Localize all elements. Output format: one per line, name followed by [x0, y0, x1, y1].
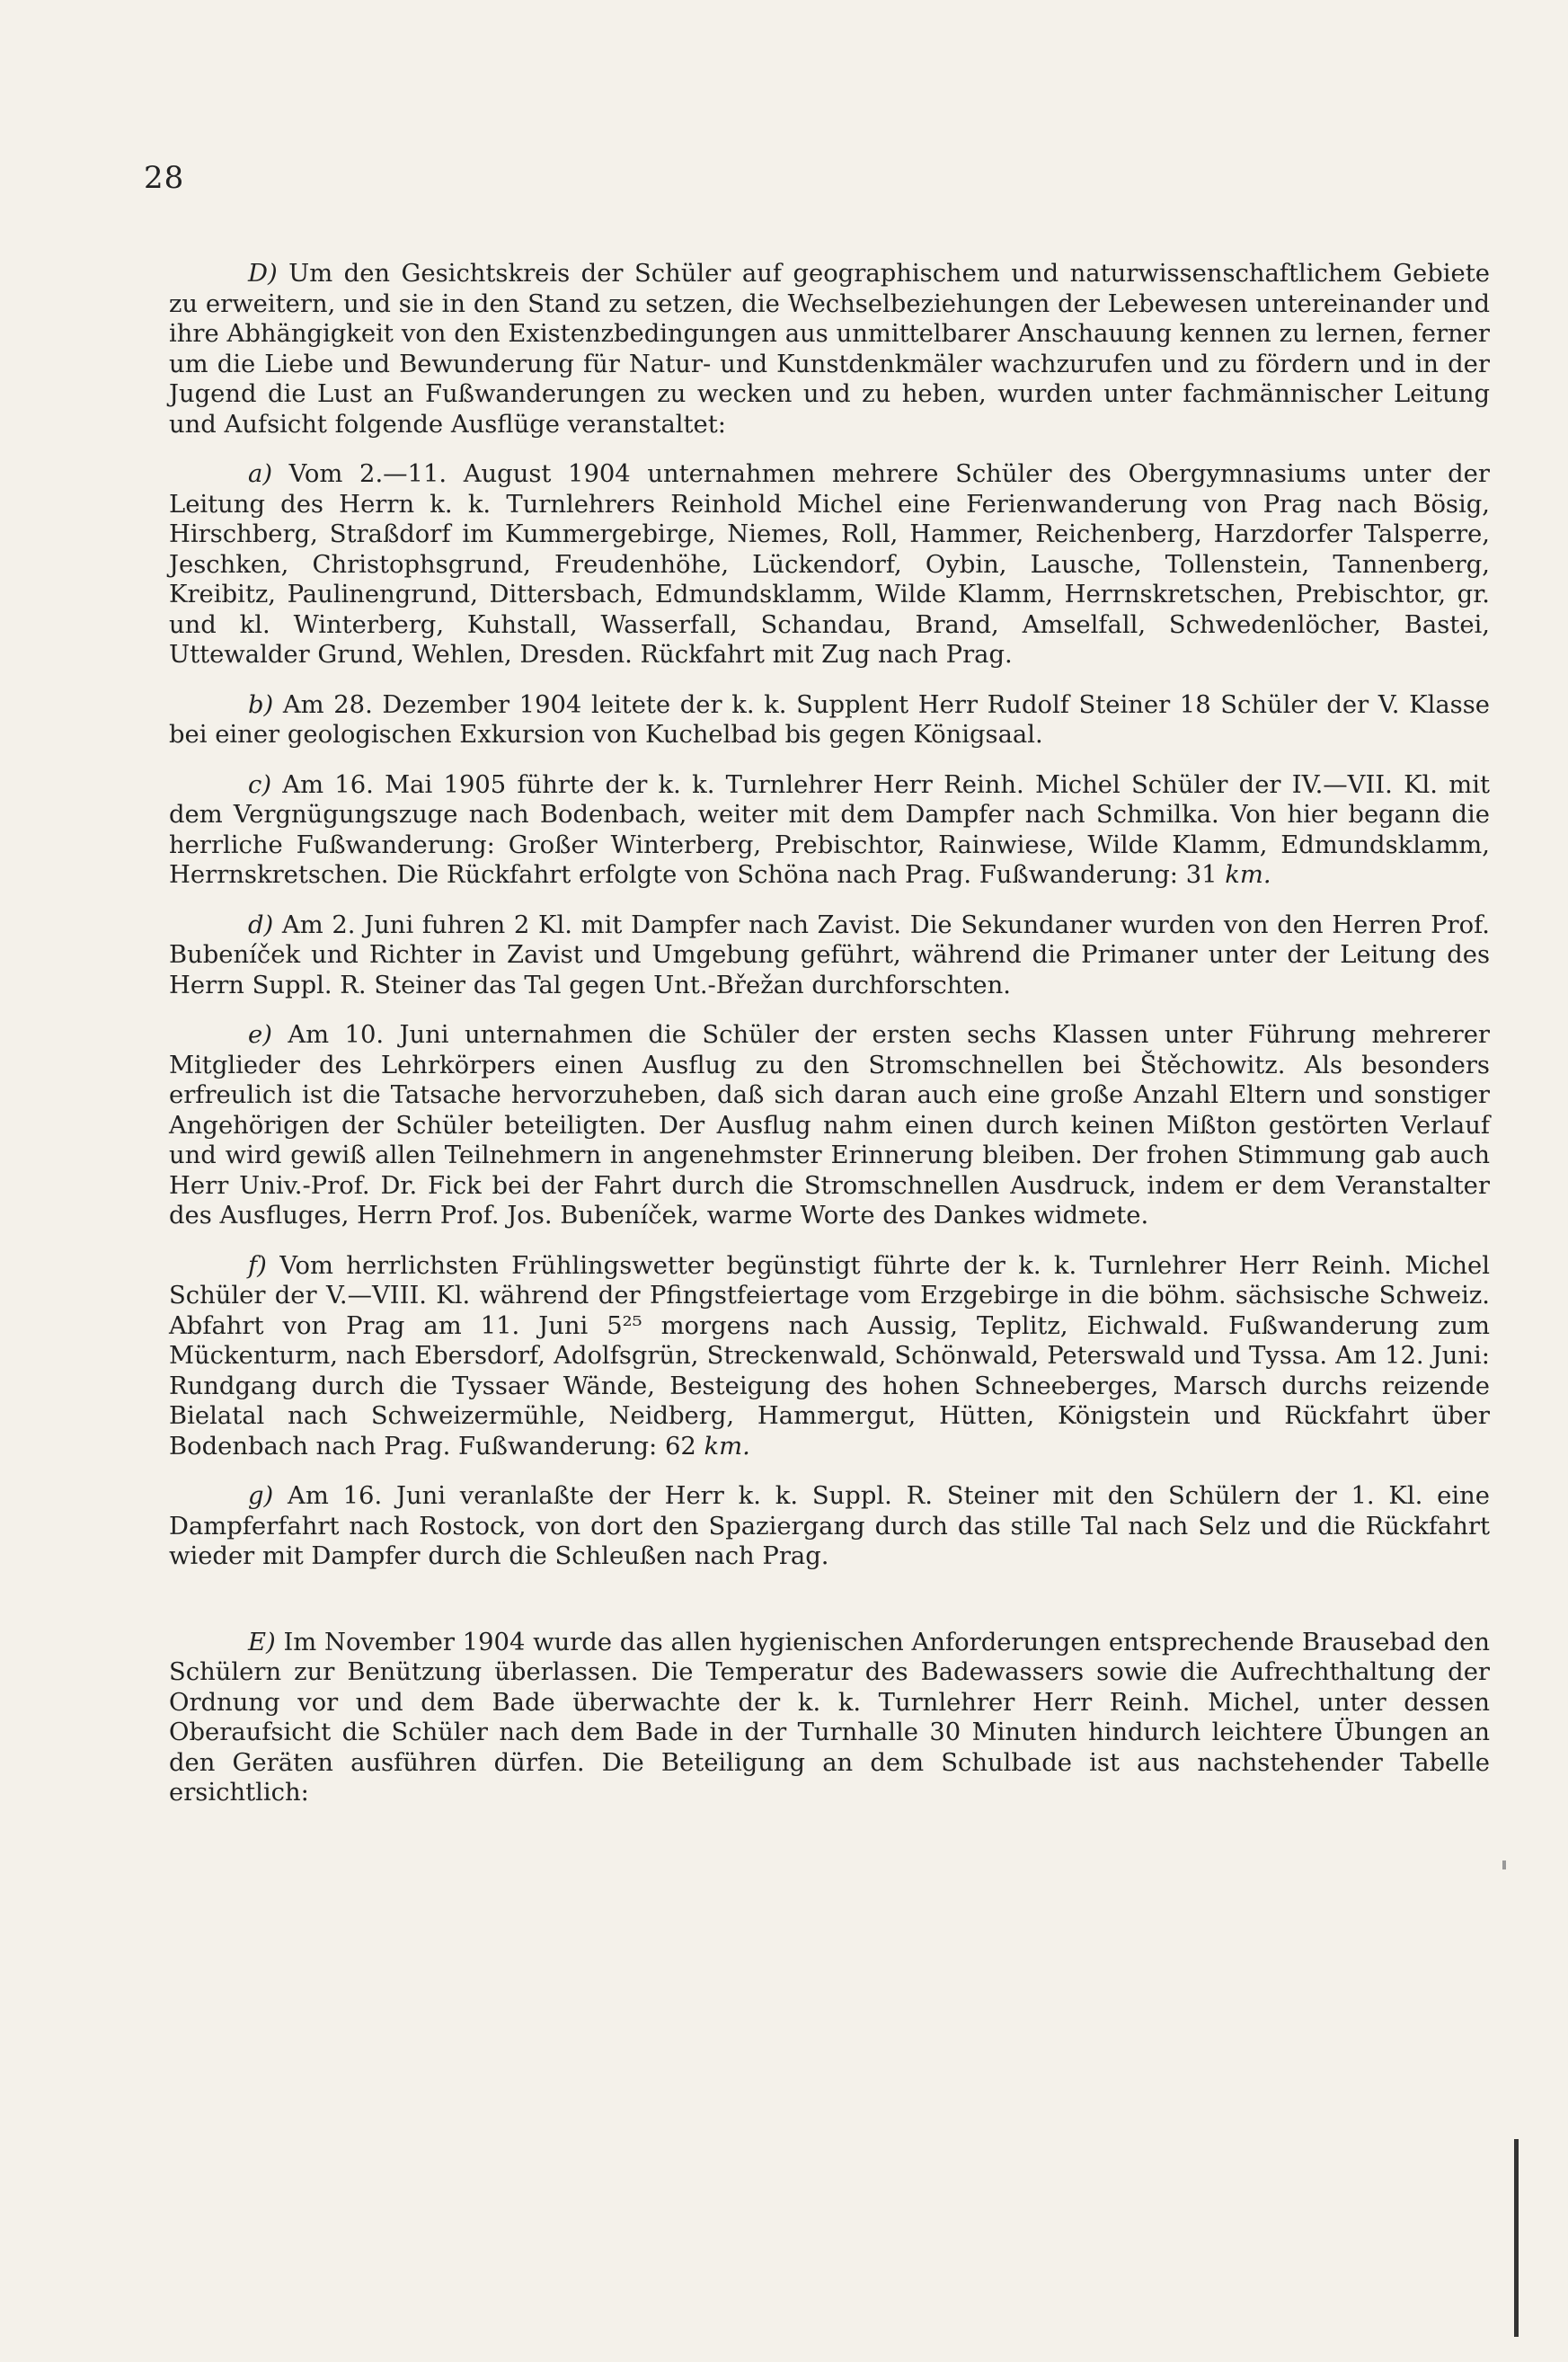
excursion-e-marker: e) [248, 1021, 272, 1049]
excursion-a-text: Vom 2.—11. August 1904 unternahmen mehrere Schüler des Obergymnasiums unter der Leitung des Herrn k. k. Turnlehrers Reinhold Michel eine Ferienwanderung von Prag nach Bösig, Hirschberg, Straßdorf im Kummergebirge, Niemes, Roll, Hammer, Reichenberg, Harzdorfer Talsperre, Jeschken, Christophsgrund, Freudenhöhe, Lückendorf, Oybin, Lausche, Tollenstein, Tannenberg, Kreibitz, Paulinengrund, Dittersbach, Edmundsklamm, Wilde Klamm, Herrnskretschen, Prebischtor, gr. und kl. Winterberg, Kuhstall, Wasserfall, Schandau, Brand, Amselfall, Schwedenlöcher, Bastei, Uttewalder Grund, Wehlen, Dresden. Rückfahrt mit Zug nach Prag. [169, 460, 1490, 669]
excursion-d-text: Am 2. Juni fuhren 2 Kl. mit Dampfer nach Zavist. Die Sekundaner wurden von den Herren Prof. Bubeníček und Richter in Zavist und Umgebung geführt, während die Primaner unter der Leitung des Herrn Suppl. R. Steiner das Tal gegen Unt.-Břežan durchforschten. [169, 910, 1490, 999]
excursion-b-text: Am 28. Dezember 1904 leitete der k. k. Supplent Herr Rudolf Steiner 18 Schüler der V. Klasse bei einer geologischen Exkursion von Kuchelbad bis gegen Königsaal. [169, 690, 1490, 749]
scan-edge-speck [1502, 1860, 1506, 1869]
section-d-text: Um den Gesichtskreis der Schüler auf geographischem und naturwissenschaftlichem Gebiete zu erweitern, und sie in den Stand zu setzen, die Wechselbeziehungen der Lebewesen untereinander und ihre Abhängigkeit von den Existenzbedingungen aus unmittelbarer Anschauung kennen zu lernen, ferner um die Liebe und Bewunderung für Natur- und Kunstdenkmäler wachzurufen und zu fördern und in der Jugend die Lust an Fußwanderungen zu wecken und zu heben, wurden unter fachmännischer Leitung und Aufsicht folgende Ausflüge veranstaltet: [169, 260, 1490, 439]
excursion-g-marker: g) [248, 1482, 274, 1510]
section-e-paragraph [169, 1628, 1490, 1808]
excursion-b [169, 690, 1490, 750]
section-d-paragraph [169, 259, 1490, 440]
page-number: 28 [144, 160, 185, 196]
excursion-g-text: Am 16. Juni veranlaßte der Herr k. k. Suppl. R. Steiner mit den Schülern der 1. Kl. eine Dampferfahrt nach Rostock, von dort den Spaziergang durch das stille Tal nach Selz und die Rückfahrt wieder mit Dampfer durch die Schleußen nach Prag. [169, 1482, 1490, 1570]
excursion-c-text: Am 16. Mai 1905 führte der k. k. Turnlehrer Herr Reinh. Michel Schüler der IV.—VII. Kl. mit dem Vergnügungszuge nach Bodenbach, weiter mit dem Dampfer nach Schmilka. Von hier begann die herrliche Fußwanderung: Großer Winterberg, Prebischtor, Rainwiese, Wilde Klamm, Edmundsklamm, Herrnskretschen. Die Rückfahrt erfolgte von Schöna nach Prag. Fußwanderung: 31 [169, 770, 1490, 889]
excursion-b-marker: b) [248, 690, 274, 719]
section-e-text: Im November 1904 wurde das allen hygienischen Anforderungen entsprechende Brausebad den Schülern zur Benützung überlassen. Die Temperatur des Badewassers sowie die Aufrechthaltung der Ordnung vor und dem Bade überwachte der k. k. Turnlehrer Herr Reinh. Michel, unter dessen Oberaufsicht die Schüler nach dem Bade in der Turnhalle 30 Minuten hindurch leichtere Übungen an den Geräten ausführen dürfen. Die Beteiligung an dem Schulbade ist aus nachstehender Tabelle ersichtlich: [169, 1628, 1490, 1807]
scan-edge-mark [1514, 2139, 1519, 2337]
excursion-f [169, 1251, 1490, 1462]
excursion-f-text: Vom herrlichsten Frühlingswetter begünstigt führte der k. k. Turnlehrer Herr Reinh. Michel Schüler der V.—VIII. Kl. während der Pfingstfeiertage vom Erzgebirge in die böhm. sächsische Schweiz. Abfahrt von Prag am 11. Juni 5²⁵ morgens nach Aussig, Teplitz, Eichwald. Fußwanderung zum Mückenturm, nach Ebersdorf, Adolfsgrün, Streckenwald, Schönwald, Peterswald und Tyssa. Am 12. Juni: Rundgang durch die Tyssaer Wände, Besteigung des hohen Schneeberges, Marsch durchs reizende Bielatal nach Schweizermühle, Neidberg, Hammergut, Hütten, Königstein und Rückfahrt über Bodenbach nach Prag. Fußwanderung: 62 [169, 1251, 1490, 1461]
excursion-e [169, 1020, 1490, 1231]
excursion-f-marker: f) [248, 1251, 267, 1280]
excursion-d [169, 910, 1490, 1001]
page-body [169, 259, 1490, 1808]
section-e-marker: E) [248, 1628, 276, 1656]
section-d-marker: D) [248, 260, 278, 288]
excursion-d-marker: d) [248, 910, 274, 939]
excursion-f-unit: km. [704, 1432, 750, 1461]
excursion-c [169, 770, 1490, 891]
excursion-c-marker: c) [248, 770, 272, 799]
excursion-g [169, 1481, 1490, 1572]
excursion-a-marker: a) [248, 460, 273, 488]
excursion-a [169, 459, 1490, 670]
excursion-e-text: Am 10. Juni unternahmen die Schüler der ersten sechs Klassen unter Führung mehrerer Mitglieder des Lehrkörpers einen Ausflug zu den Stromschnellen bei Štěchowitz. Als besonders erfreulich ist die Tatsache hervorzuheben, daß sich daran auch eine große Anzahl Eltern und sonstiger Angehörigen der Schüler beteiligten. Der Ausflug nahm einen durch keinen Mißton gestörten Verlauf und wird gewiß allen Teilnehmern in angenehmster Erinnerung bleiben. Der frohen Stimmung gab auch Herr Univ.-Prof. Dr. Fick bei der Fahrt durch die Stromschnellen Ausdruck, indem er dem Veranstalter des Ausfluges, Herrn Prof. Jos. Bubeníček, warme Worte des Dankes widmete. [169, 1021, 1490, 1230]
excursion-c-unit: km. [1225, 861, 1271, 889]
